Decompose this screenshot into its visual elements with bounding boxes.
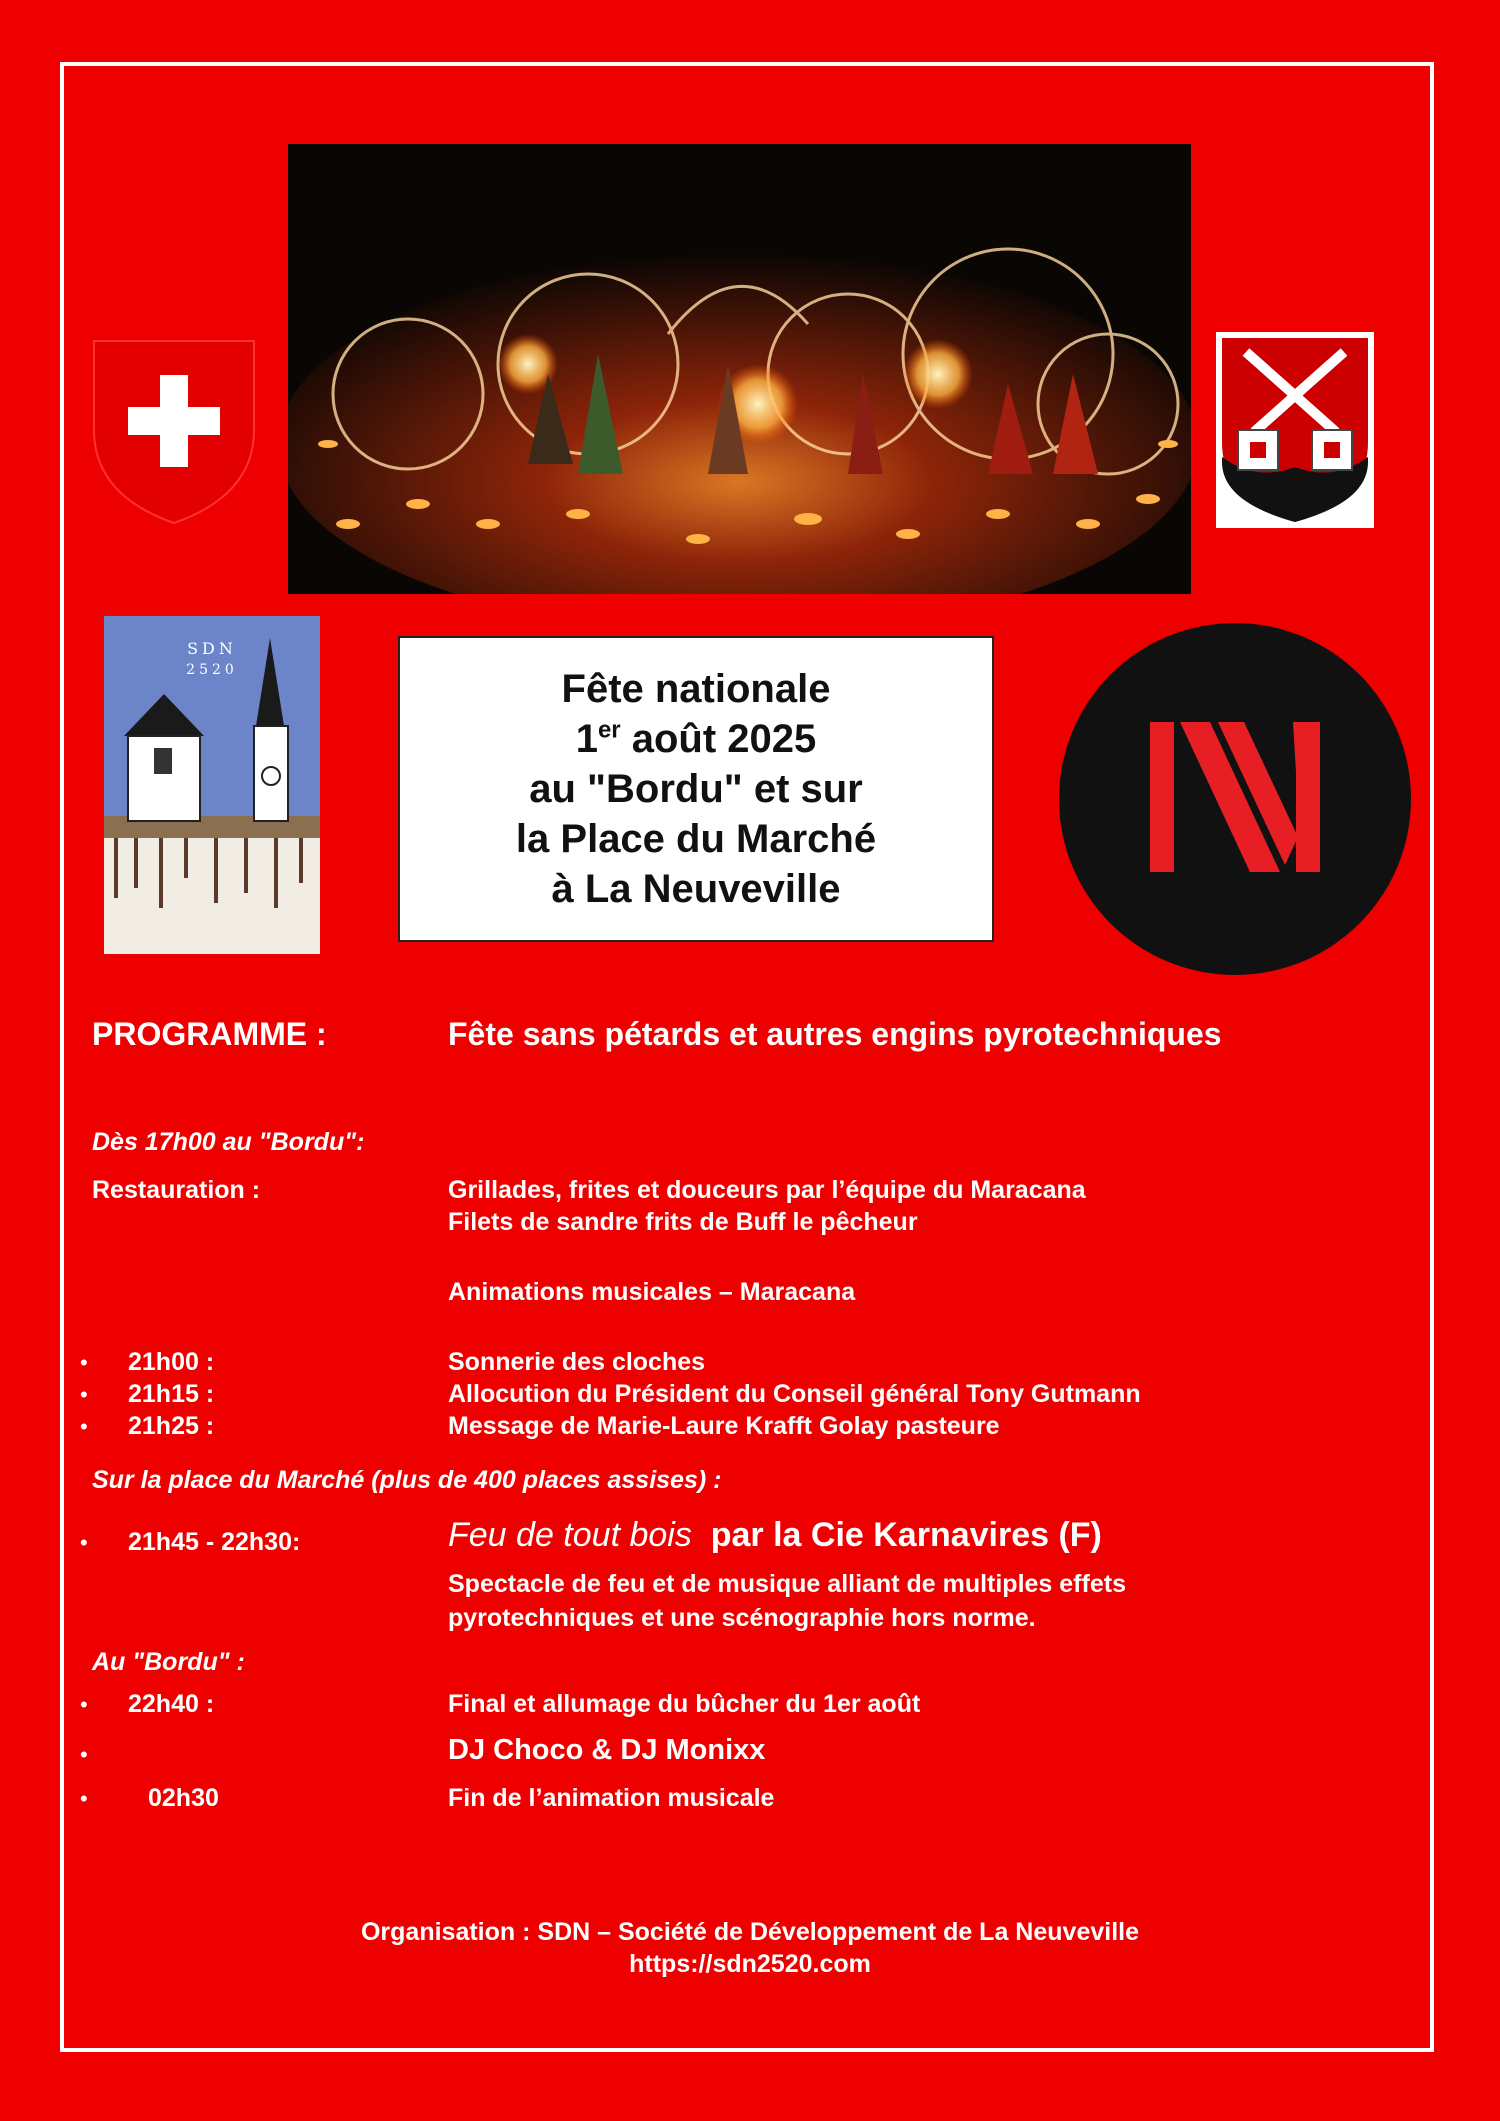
title-date-rest: août 2025 — [620, 717, 817, 761]
bullet: • — [80, 1786, 88, 1811]
sdn-logo-line2: 2520 — [186, 662, 238, 678]
programme-note: Fête sans pétards et autres engins pyrotechniques — [448, 1016, 1222, 1052]
restauration-line2: Filets de sandre frits de Buff le pêcheur — [448, 1208, 918, 1236]
swiss-cross-shield-icon — [88, 335, 260, 527]
bullet: • — [80, 1530, 88, 1555]
item-02h30: Fin de l’animation musicale — [448, 1784, 775, 1812]
show-desc-line1: Spectacle de feu et de musique alliant de multiples effets — [448, 1570, 1126, 1598]
show-by: par la Cie Karnavires (F) — [710, 1516, 1102, 1554]
animations-musicales: Animations musicales – Maracana — [448, 1278, 856, 1306]
show-desc-line2: pyrotechniques et une scénographie hors norme. — [448, 1604, 1036, 1632]
section3-heading: Au "Bordu" : — [92, 1648, 245, 1676]
bullet: • — [80, 1350, 88, 1375]
section1-heading: Dès 17h00 au "Bordu": — [92, 1128, 365, 1156]
time-21h15: 21h15 : — [128, 1380, 215, 1408]
time-21h00: 21h00 : — [128, 1348, 215, 1376]
item-21h00: Sonnerie des cloches — [448, 1348, 706, 1376]
event-title-box — [398, 636, 994, 942]
programme-label: PROGRAMME : — [92, 1016, 327, 1052]
bullet: • — [80, 1414, 88, 1439]
title-line4: la Place du Marché — [515, 817, 877, 861]
fire-show-photo — [288, 144, 1191, 594]
crossed-keys-coat-of-arms-icon — [1216, 332, 1374, 528]
title-line1: Fête nationale — [561, 667, 831, 711]
m-logo-icon — [1058, 622, 1412, 976]
title-line5: à La Neuveville — [551, 867, 841, 911]
footer-organisation: Organisation : SDN – Société de Développement de La Neuveville — [360, 1918, 1139, 1946]
footer-url[interactable]: https://sdn2520.com — [629, 1950, 871, 1978]
show-title-line — [448, 1516, 1102, 1555]
restauration-label: Restauration : — [92, 1176, 261, 1204]
bullet: • — [80, 1382, 88, 1407]
time-21h25: 21h25 : — [128, 1412, 215, 1440]
sdn-logo-line1: SDN — [187, 639, 237, 658]
item-21h15: Allocution du Président du Conseil général Tony Gutmann — [448, 1380, 1141, 1408]
item-21h25: Message de Marie-Laure Krafft Golay pasteure — [448, 1412, 1000, 1440]
title-line2 — [576, 714, 817, 764]
time-21h45: 21h45 - 22h30: — [128, 1528, 301, 1556]
item-dj: DJ Choco & DJ Monixx — [448, 1734, 766, 1766]
bullet: • — [80, 1692, 88, 1717]
section2-heading: Sur la place du Marché (plus de 400 places assises) : — [92, 1466, 722, 1494]
bullet: • — [80, 1742, 88, 1767]
item-22h40: Final et allumage du bûcher du 1er août — [448, 1690, 921, 1718]
title-line3: au "Bordu" et sur — [529, 767, 863, 811]
restauration-line1: Grillades, frites et douceurs par l’équipe du Maracana — [448, 1176, 1086, 1204]
sdn-logo — [104, 616, 320, 954]
show-title: Feu de tout bois — [448, 1516, 692, 1554]
time-22h40: 22h40 : — [128, 1690, 215, 1718]
time-02h30: 02h30 — [148, 1784, 219, 1812]
title-date-day: 1 — [575, 717, 598, 761]
title-date-sup: er — [597, 716, 621, 744]
